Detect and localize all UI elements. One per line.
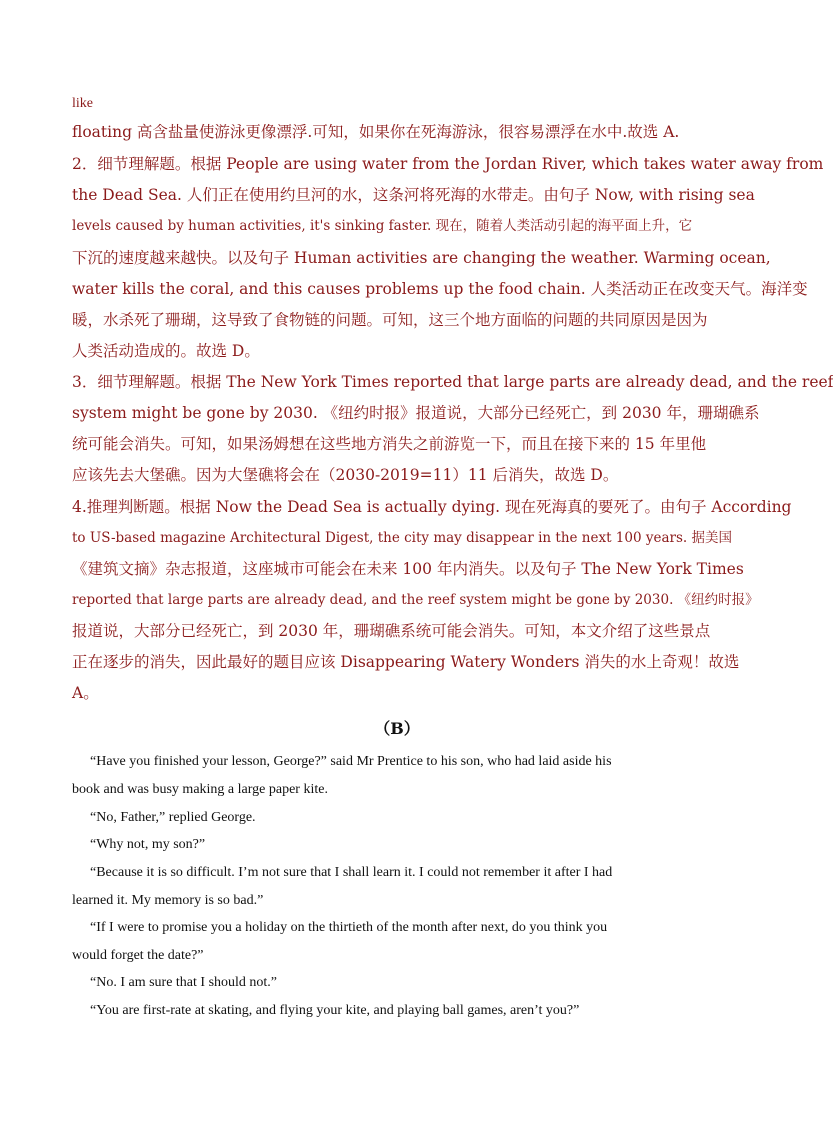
passage-line-8: would forget the date?” — [72, 948, 204, 963]
section-b-title: （B） — [374, 719, 420, 738]
passage-line-10: “You are first-rate at skating, and flying your kite, and playing ball games, aren’t you?” — [90, 1003, 580, 1018]
answer-4-line-4: reported that large parts are already dead, and the reef system might be gone by 2030. 《纽约时报》 — [72, 592, 759, 608]
answer-2-line-6: 暖，水杀死了珊瑚，这导致了食物链的问题。可知，这三个地方面临的问题的共同原因是因为 — [72, 311, 708, 329]
answer-2-line-2: the Dead Sea. 人们正在使用约旦河的水，这条河将死海的水带走。由句子 Now, with rising sea — [72, 186, 755, 204]
passage-line-1: “Have you finished your lesson, George?” said Mr Prentice to his son, who had laid aside his — [90, 754, 612, 769]
answer-4-line-5: 报道说，大部分已经死亡，到 2030 年，珊瑚礁系统可能会消失。可知，本文介绍了这些景点 — [72, 622, 711, 640]
answer-1-tail-line-2: floating 高含盐量使游泳更像漂浮.可知，如果你在死海游泳，很容易漂浮在水中.故选 A. — [72, 123, 680, 141]
answer-3-line-3: 统可能会消失。可知，如果汤姆想在这些地方消失之前游览一下，而且在接下来的 15 年里他 — [72, 435, 707, 453]
answer-3-line-2: system might be gone by 2030. 《纽约时报》报道说，大部分已经死亡，到 2030 年，珊瑚礁系 — [72, 404, 760, 422]
passage-line-9: “No. I am sure that I should not.” — [90, 975, 278, 990]
answer-2-line-7: 人类活动造成的。故选 D。 — [72, 342, 260, 360]
answer-2-line-5: water kills the coral, and this causes problems up the food chain. 人类活动正在改变天气。海洋变 — [72, 280, 808, 298]
passage-line-5: “Because it is so difficult. I’m not sure that I shall learn it. I could not remember it after I had — [90, 865, 613, 880]
answer-3-line-1: 3．细节理解题。根据 The New York Times reported that large parts are already dead, and the reef — [72, 373, 833, 391]
answer-4-line-7: A。 — [72, 684, 99, 702]
answer-2-line-3: levels caused by human activities, it's sinking faster. 现在，随着人类活动引起的海平面上升，它 — [72, 218, 693, 234]
answer-4-line-1: 4.推理判断题。根据 Now the Dead Sea is actually dying. 现在死海真的要死了。由句子 According — [72, 498, 792, 516]
passage-line-6: learned it. My memory is so bad.” — [72, 893, 264, 908]
answer-4-line-6: 正在逐步的消失，因此最好的题目应该 Disappearing Watery Wonders 消失的水上奇观！故选 — [72, 653, 740, 671]
answer-4-line-2: to US-based magazine Architectural Digest, the city may disappear in the next 100 years. 据美国 — [72, 530, 732, 546]
answer-3-line-4: 应该先去大堡礁。因为大堡礁将会在（2030-2019=11）11 后消失，故选 D。 — [72, 466, 619, 484]
passage-line-4: “Why not, my son?” — [90, 837, 206, 852]
passage-line-2: book and was busy making a large paper kite. — [72, 782, 328, 797]
answer-2-line-4: 下沉的速度越来越快。以及句子 Human activities are changing the weather. Warming ocean, — [72, 249, 771, 267]
passage-line-3: “No, Father,” replied George. — [90, 810, 256, 825]
answer-2-line-1: 2．细节理解题。根据 People are using water from the Jordan River, which takes water away from — [72, 155, 824, 173]
passage-line-7: “If I were to promise you a holiday on the thirtieth of the month after next, do you think you — [90, 920, 608, 935]
answer-1-tail-line-1: like — [72, 96, 93, 111]
answer-4-line-3: 《建筑文摘》杂志报道，这座城市可能会在未来 100 年内消失。以及句子 The New York Times — [72, 560, 744, 578]
